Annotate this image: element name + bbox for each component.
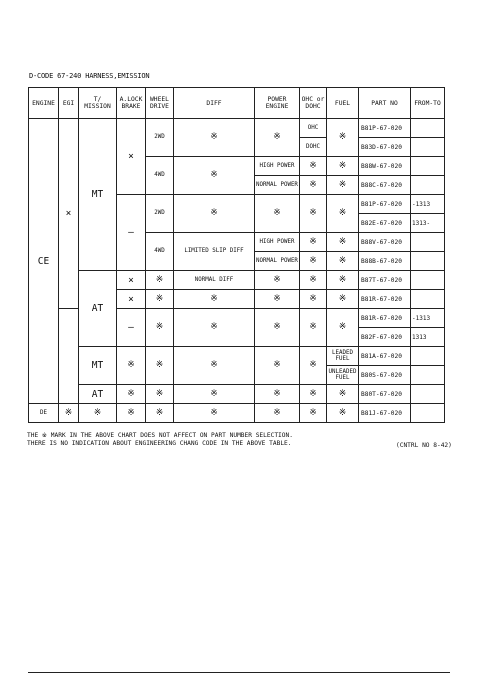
col-power: POWER ENGINE — [255, 88, 300, 119]
col-drive: WHEEL DRIVE — [146, 88, 174, 119]
page-divider — [28, 672, 450, 673]
fuel-cell: ※ — [327, 271, 359, 290]
part-number: B83D-67-020 — [359, 138, 411, 157]
ohc-cell: ※ — [300, 157, 327, 176]
transmission-cell: MT — [79, 119, 117, 271]
fuel-cell: ※ — [327, 290, 359, 309]
egi-cell: ※ — [59, 404, 79, 423]
power-cell: ※ — [255, 119, 300, 157]
part-number: B80T-67-020 — [359, 385, 411, 404]
engine-cell: CE — [29, 119, 59, 404]
fuel-cell: ※ — [327, 233, 359, 252]
table-row — [29, 404, 445, 423]
diff-cell: ※ — [174, 404, 255, 423]
col-engine: ENGINE — [29, 88, 59, 119]
part-number: B88V-67-020 — [359, 233, 411, 252]
footnote-line: THERE IS NO INDICATION ABOUT ENGINEERING CHANG CODE IN THE ABOVE TABLE. — [27, 440, 292, 447]
abs-cell: ※ — [117, 347, 146, 385]
engine-cell: DE — [29, 404, 59, 423]
table-row — [29, 385, 445, 404]
part-number: B81A-67-020 — [359, 347, 411, 366]
drive-cell: ※ — [146, 309, 174, 347]
col-fromto: FROM-TO — [411, 88, 445, 119]
part-number: B82F-67-020 — [359, 328, 411, 347]
fromto-cell: 1313- — [411, 214, 445, 233]
diff-cell: ※ — [174, 157, 255, 195]
ohc-cell: OHC — [300, 119, 327, 138]
diff-cell: ※ — [174, 119, 255, 157]
transmission-cell: MT — [79, 347, 117, 385]
ohc-cell: ※ — [300, 290, 327, 309]
fromto-cell — [411, 347, 445, 366]
drive-cell: ※ — [146, 385, 174, 404]
drive-cell: 2WD — [146, 195, 174, 233]
part-number: B80S-67-020 — [359, 366, 411, 385]
power-cell: HIGH POWER — [255, 233, 300, 252]
col-diff: DIFF — [174, 88, 255, 119]
col-fuel: FUEL — [327, 88, 359, 119]
power-cell: ※ — [255, 385, 300, 404]
fromto-cell: 1313 — [411, 328, 445, 347]
table-row — [29, 347, 445, 366]
transmission-cell: ※ — [79, 404, 117, 423]
ohc-cell: ※ — [300, 176, 327, 195]
footnotes — [27, 432, 293, 448]
ohc-cell: ※ — [300, 385, 327, 404]
fromto-cell — [411, 252, 445, 271]
power-cell: ※ — [255, 271, 300, 290]
abs-cell: ※ — [117, 385, 146, 404]
control-number: (CNTRL NO 8-42) — [396, 442, 452, 449]
diff-cell: NORMAL DIFF — [174, 271, 255, 290]
transmission-cell: AT — [79, 271, 117, 347]
drive-cell: ※ — [146, 347, 174, 385]
ohc-cell: ※ — [300, 195, 327, 233]
ohc-cell: ※ — [300, 309, 327, 347]
fromto-cell — [411, 290, 445, 309]
col-part: PART NO — [359, 88, 411, 119]
table-row — [29, 119, 445, 138]
diff-cell: ※ — [174, 385, 255, 404]
fuel-cell: ※ — [327, 176, 359, 195]
fuel-cell: ※ — [327, 385, 359, 404]
diff-cell: ※ — [174, 195, 255, 233]
fuel-cell: UNLEADED FUEL — [327, 366, 359, 385]
egi-cell — [59, 309, 79, 404]
diff-cell: ※ — [174, 290, 255, 309]
part-number: B82E-67-020 — [359, 214, 411, 233]
diff-cell: LIMITED SLIP DIFF — [174, 233, 255, 271]
part-number: B81R-67-020 — [359, 309, 411, 328]
fromto-cell — [411, 233, 445, 252]
part-number: B88C-67-020 — [359, 176, 411, 195]
abs-cell: – — [117, 309, 146, 347]
fuel-cell: ※ — [327, 252, 359, 271]
part-number: B81J-67-020 — [359, 404, 411, 423]
egi-cell: × — [59, 119, 79, 309]
ohc-cell: ※ — [300, 404, 327, 423]
drive-cell: 4WD — [146, 157, 174, 195]
drive-cell: 2WD — [146, 119, 174, 157]
fromto-cell — [411, 176, 445, 195]
power-cell: ※ — [255, 290, 300, 309]
diff-cell: ※ — [174, 309, 255, 347]
fromto-cell — [411, 119, 445, 138]
abs-cell: ※ — [117, 404, 146, 423]
drive-cell: ※ — [146, 404, 174, 423]
ohc-cell: ※ — [300, 252, 327, 271]
fromto-cell: -1313 — [411, 195, 445, 214]
footnote-line: THE ※ MARK IN THE ABOVE CHART DOES NOT AFFECT ON PART NUMBER SELECTION. — [27, 432, 293, 439]
fromto-cell — [411, 404, 445, 423]
fromto-cell — [411, 138, 445, 157]
ohc-cell: ※ — [300, 271, 327, 290]
drive-cell: 4WD — [146, 233, 174, 271]
ohc-cell: ※ — [300, 233, 327, 252]
power-cell: ※ — [255, 309, 300, 347]
power-cell: NORMAL POWER — [255, 252, 300, 271]
fromto-cell — [411, 366, 445, 385]
part-selection-table — [28, 87, 445, 423]
power-cell: ※ — [255, 195, 300, 233]
part-number: B81R-67-020 — [359, 290, 411, 309]
fromto-cell — [411, 271, 445, 290]
power-cell: NORMAL POWER — [255, 176, 300, 195]
fuel-cell: LEADED FUEL — [327, 347, 359, 366]
drive-cell: ※ — [146, 271, 174, 290]
fuel-cell: ※ — [327, 404, 359, 423]
abs-cell: × — [117, 119, 146, 195]
abs-cell: × — [117, 271, 146, 290]
fromto-cell — [411, 157, 445, 176]
part-number: B81P-67-020 — [359, 195, 411, 214]
diff-cell: ※ — [174, 347, 255, 385]
fuel-cell: ※ — [327, 119, 359, 157]
fromto-cell: -1313 — [411, 309, 445, 328]
fuel-cell: ※ — [327, 195, 359, 233]
fuel-cell: ※ — [327, 157, 359, 176]
ohc-cell: DOHC — [300, 138, 327, 157]
header-row — [29, 88, 445, 119]
transmission-cell: AT — [79, 385, 117, 404]
table-row — [29, 271, 445, 290]
document-header: D-CODE 67-240 HARNESS,EMISSION — [29, 72, 150, 80]
abs-cell: × — [117, 290, 146, 309]
power-cell: ※ — [255, 347, 300, 385]
drive-cell: ※ — [146, 290, 174, 309]
ohc-cell: ※ — [300, 347, 327, 385]
fromto-cell — [411, 385, 445, 404]
power-cell: HIGH POWER — [255, 157, 300, 176]
power-cell: ※ — [255, 404, 300, 423]
part-number: B81P-67-020 — [359, 119, 411, 138]
part-number: B87T-67-020 — [359, 271, 411, 290]
abs-cell: – — [117, 195, 146, 271]
part-number: B88W-67-020 — [359, 157, 411, 176]
col-transmission: T/ MISSION — [79, 88, 117, 119]
part-number: B88B-67-020 — [359, 252, 411, 271]
col-abs: A.LOCK BRAKE — [117, 88, 146, 119]
col-egi: EGI — [59, 88, 79, 119]
col-ohc: OHC or DOHC — [300, 88, 327, 119]
fuel-cell: ※ — [327, 309, 359, 347]
